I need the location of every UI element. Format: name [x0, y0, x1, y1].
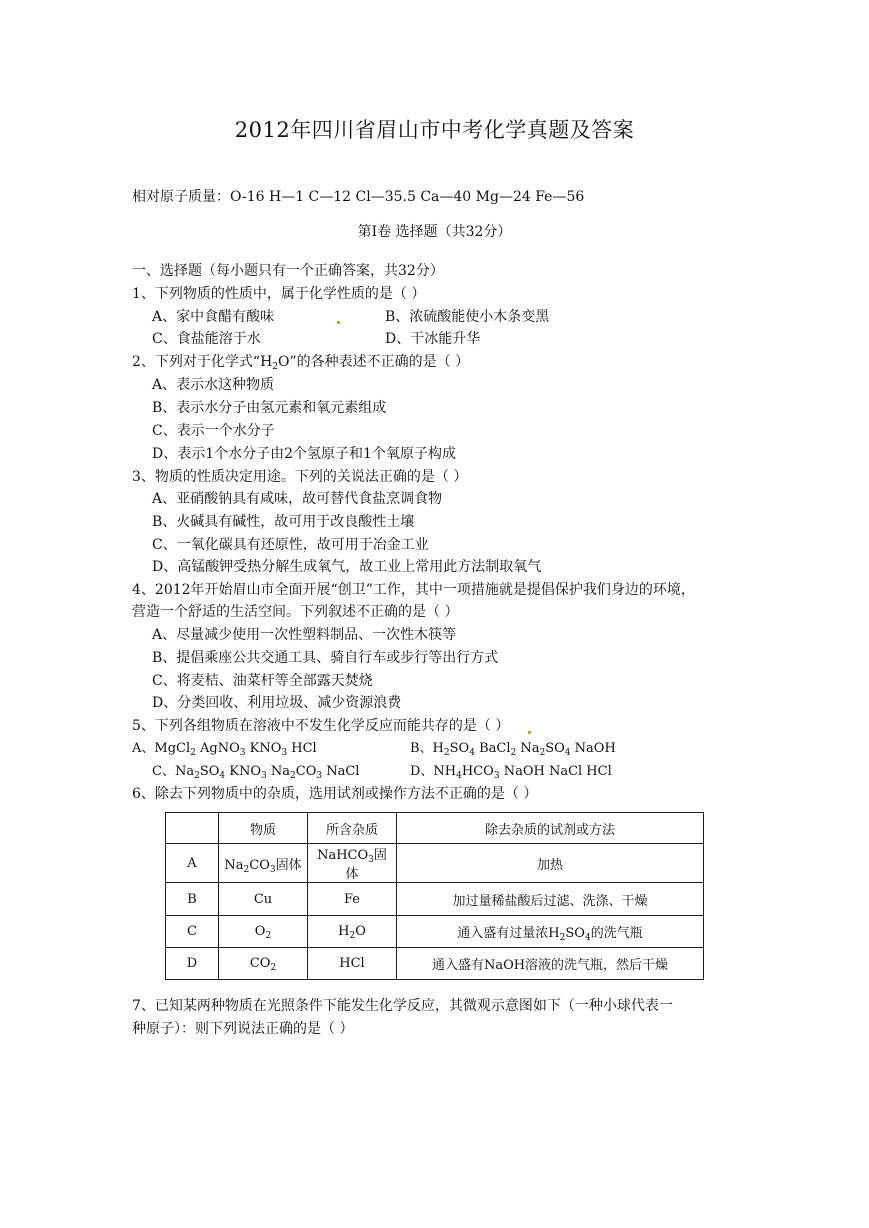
impurity-cell: HCl	[308, 948, 397, 980]
q1-option-b: B、浓硫酸能使小木条变黑	[385, 309, 550, 325]
atomic-mass-line: 相对原子质量：O-16 H—1 C—12 Cl—35.5 Ca—40 Mg—24 Fe—56	[132, 189, 585, 205]
q6-stem: 6、除去下列物质中的杂质，选用试剂或操作方法不正确的是（ ）	[132, 786, 538, 802]
method-cell: 加热	[397, 844, 704, 883]
q5-option-b: B、$H_2SO_4$ BaCl$_2$ $Na_2SO_4$ NaOH	[410, 741, 616, 758]
q2-option-a: A、表示水这种物质	[152, 377, 275, 393]
impurity-cell: Fe	[308, 883, 397, 916]
row-label: A	[166, 844, 219, 883]
q4-option-c: C、将麦桔、油菜杆等全部露天焚烧	[152, 673, 373, 689]
table-row	[166, 844, 704, 883]
method-cell: 通入盛有过量浓$H_2SO_4$的洗气瓶	[397, 916, 704, 948]
q6-table	[165, 812, 704, 980]
stray-dot-mark	[528, 731, 531, 734]
row-label: B	[166, 883, 219, 916]
row-label: C	[166, 916, 219, 948]
q2-stem: 2、下列对于化学式“$H_2O$”的各种表述不正确的是（ ）	[132, 354, 470, 372]
substance-cell: $CO_2$	[219, 948, 308, 980]
substance-cell: $O_2$	[219, 916, 308, 948]
q3-option-d: D、高锰酸钾受热分解生成氧气，故工业上常用此方法制取氧气	[152, 559, 542, 575]
q3-option-b: B、火碱具有碱性，故可用于改良酸性土壤	[152, 514, 415, 530]
q2-option-c: C、表示一个水分子	[152, 423, 275, 439]
table-header-row	[166, 813, 704, 844]
table-header-cell: 所含杂质	[308, 813, 397, 844]
q5-option-d: D、$NH_4HCO_3$ NaOH NaCl HCl	[410, 764, 612, 781]
table-header-cell	[166, 813, 219, 844]
q1-option-a: A、家中食醋有酸味	[152, 309, 275, 325]
table-header-cell: 物质	[219, 813, 308, 844]
method-cell: 通入盛有NaOH溶液的洗气瓶，然后干燥	[397, 948, 704, 980]
q4-stem-line1: 4、2012年开始眉山市全面开展“创卫”工作，其中一项措施就是提倡保护我们身边的环境，	[132, 582, 695, 598]
substance-cell: Cu	[219, 883, 308, 916]
impurity-cell: NaHCO$_3$固体	[308, 844, 397, 883]
q2-option-d: D、表示1个水分子由2个氢原子和1个氧原子构成	[152, 446, 456, 462]
table-header-cell: 除去杂质的试剂或方法	[397, 813, 704, 844]
q5-option-a: A、MgCl$_2$ AgNO$_3$ $KNO_3$ HCl	[132, 741, 317, 758]
method-cell: 加过量稀盐酸后过滤、洗涤、干燥	[397, 883, 704, 916]
q4-stem-line2: 营造一个舒适的生活空间。下列叙述不正确的是（ ）	[132, 604, 459, 620]
row-label: D	[166, 948, 219, 980]
page-title: 2012年四川省眉山市中考化学真题及答案	[234, 118, 635, 142]
q7-stem-line2: 种原子）：则下列说法正确的是（ ）	[132, 1021, 354, 1037]
q1-stem: 1、下列物质的性质中，属于化学性质的是（ ）	[132, 286, 426, 302]
section-heading: 一、选择题（每小题只有一个正确答案，共32分）	[132, 263, 444, 279]
q5-stem: 5、下列各组物质在溶液中不发生化学反应而能共存的是（ ）	[132, 718, 510, 734]
q3-option-c: C、一氧化碳具有还原性，故可用于冶金工业	[152, 537, 429, 553]
table-row	[166, 883, 704, 916]
q4-option-b: B、提倡乘座公共交通工具、骑自行车或步行等出行方式	[152, 650, 499, 666]
q5-option-c: C、$Na_2SO_4$ $KNO_3$ $Na_2CO_3$ NaCl	[152, 764, 360, 781]
q3-option-a: A、亚硝酸钠具有咸味，故可替代食盐烹调食物	[152, 491, 443, 507]
q7-stem-line1: 7、已知某两种物质在光照条件下能发生化学反应，其微观示意图如下（一种小球代表一	[132, 998, 673, 1014]
table-row	[166, 916, 704, 948]
q3-stem: 3、物质的性质决定用途。下列的关说法正确的是（ ）	[132, 469, 468, 485]
table-row	[166, 948, 704, 980]
q4-option-a: A、尽量减少使用一次性塑料制品、一次性木筷等	[152, 627, 457, 643]
part-heading: 第Ⅰ卷 选择题（共32分）	[357, 224, 512, 240]
q4-option-d: D、分类回收、利用垃圾、减少资源浪费	[152, 695, 402, 711]
impurity-cell: $H_2O$	[308, 916, 397, 948]
q1-option-c: C、食盐能溶于水	[152, 331, 261, 347]
q1-option-d: D、干冰能升华	[385, 331, 481, 347]
q2-option-b: B、表示水分子由氢元素和氧元素组成	[152, 400, 387, 416]
substance-cell: $Na_2CO_3$固体	[219, 844, 308, 883]
stray-dot-mark	[337, 321, 340, 324]
